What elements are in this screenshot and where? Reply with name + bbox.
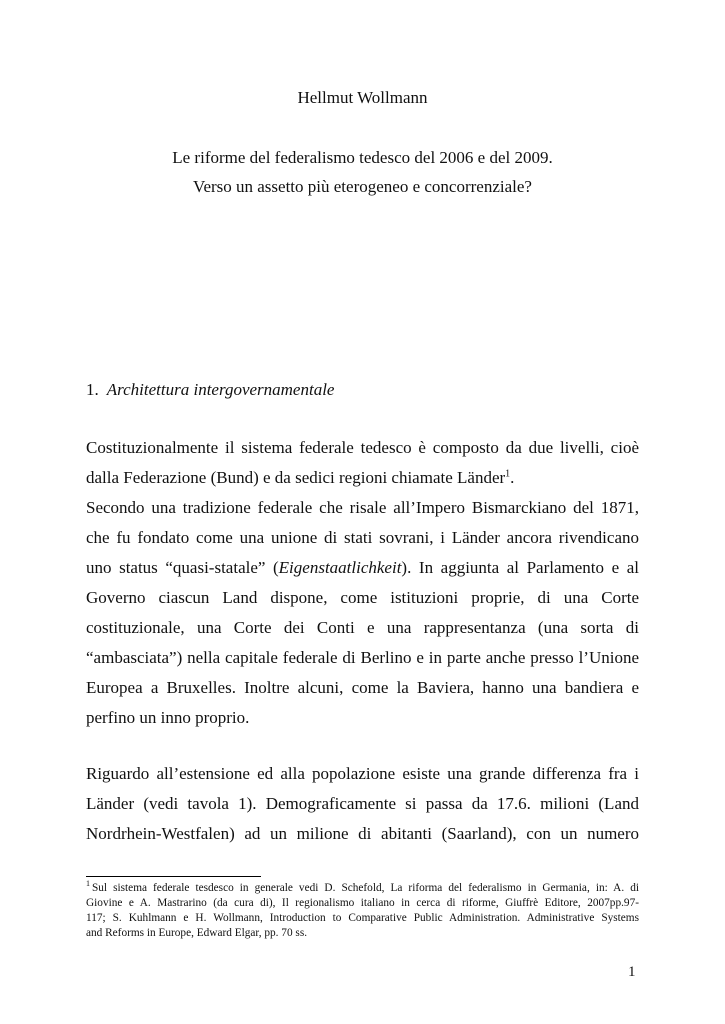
line-text: Sul sistema federale tesdesco in generale vedi D. Schefold, La riforma del federalismo in Germania, in: A. di bbox=[92, 882, 639, 894]
author-name: Hellmut Wollmann bbox=[297, 88, 428, 107]
italic-term: Eigenstaatlichkeit bbox=[278, 558, 402, 577]
paragraph-line: costituzionale, una Corte dei Conti e una rappresentanza (una sorta di bbox=[86, 618, 639, 637]
paragraph-line: Länder (vedi tavola 1). Demograficamente si passa da 17.6. milioni (Land bbox=[86, 794, 639, 813]
paragraph-2 bbox=[86, 759, 639, 849]
footnote-divider bbox=[86, 876, 261, 877]
section-number: 1. bbox=[86, 380, 99, 399]
line-text: dalla Federazione (Bund) e da sedici regioni chiamate Länder bbox=[86, 468, 506, 487]
footnote-line: Giovine e A. Mastrarino (da cura di), Il regionalismo italiano in cerca di riforme, Giuffrè Editore, 2007pp.97- bbox=[86, 897, 639, 909]
footnote-line bbox=[86, 881, 639, 896]
paragraph-1 bbox=[86, 433, 639, 733]
section-heading bbox=[86, 380, 334, 400]
paragraph-line: Costituzionalmente il sistema federale tedesco è composto da due livelli, cioè bbox=[86, 438, 639, 457]
paragraph-line bbox=[86, 553, 639, 583]
paragraph-line: che fu fondato come una unione di stati sovrani, i Länder ancora rivendicano bbox=[86, 528, 639, 547]
paragraph-line: “ambasciata”) nella capitale federale di Berlino e in parte anche presso l’Unione bbox=[86, 648, 639, 667]
section-title: Architettura intergovernamentale bbox=[106, 380, 335, 399]
page-number: 1 bbox=[628, 964, 636, 980]
footnote bbox=[86, 881, 639, 941]
paragraph-line bbox=[86, 463, 639, 493]
footnote-line: 117; S. Kuhlmann e H. Wollmann, Introduction to Comparative Public Administration. Administrative Systems bbox=[86, 912, 639, 924]
line-text: ). In aggiunta al Parlamento e al bbox=[401, 558, 639, 577]
footnote-ref[interactable]: 1 bbox=[505, 468, 511, 480]
footnote-line: and Reforms in Europe, Edward Elgar, pp. 70 ss. bbox=[86, 927, 308, 939]
title-line-2: Verso un assetto più eterogeneo e concorrenziale? bbox=[193, 177, 532, 196]
line-text: . bbox=[510, 468, 515, 487]
line-text: uno status “quasi-statale” ( bbox=[86, 558, 279, 577]
paragraph-line: perfino un inno proprio. bbox=[86, 708, 250, 727]
title-line-1: Le riforme del federalismo tedesco del 2006 e del 2009. bbox=[172, 148, 553, 167]
paragraph-line: Riguardo all’estensione ed alla popolazione esiste una grande differenza fra i bbox=[86, 764, 639, 783]
paragraph-line: Secondo una tradizione federale che risale all’Impero Bismarckiano del 1871, bbox=[86, 498, 639, 517]
paragraph-line: Europea a Bruxelles. Inoltre alcuni, come la Baviera, hanno una bandiera e bbox=[86, 678, 639, 697]
paragraph-line: Governo ciascun Land dispone, come istituzioni proprie, di una Corte bbox=[86, 588, 639, 607]
footnote-marker: 1 bbox=[86, 879, 90, 889]
paragraph-line: Nordrhein-Westfalen) ad un milione di abitanti (Saarland), con un numero bbox=[86, 824, 639, 843]
